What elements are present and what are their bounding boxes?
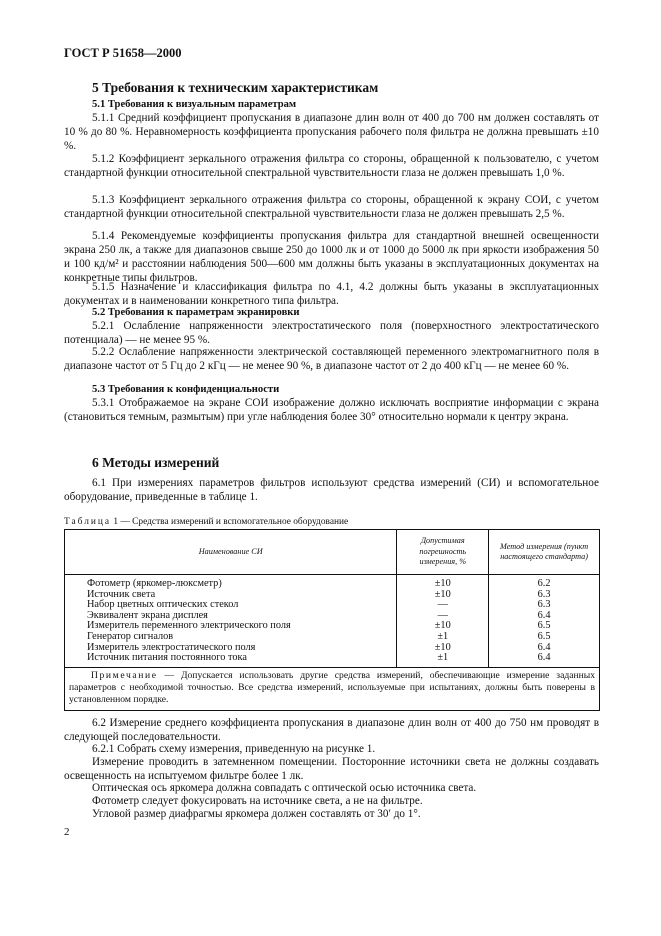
section-5-title: 5 Требования к техническим характеристикам xyxy=(92,80,379,95)
table-note xyxy=(65,667,600,710)
section-6-title: 6 Методы измерений xyxy=(92,455,220,470)
header-measurement-method: Метод измерения (пункт настоящего стандарта) xyxy=(489,530,600,575)
table-row xyxy=(65,632,600,643)
clause-6-2-1-focus: Фотометр следует фокусировать на источнике света, а не на фильтре. xyxy=(92,795,423,807)
instrument-error: — xyxy=(397,600,489,611)
instrument-name: Измеритель электростатического поля xyxy=(65,643,397,654)
standard-id: ГОСТ Р 51658—2000 xyxy=(64,46,182,60)
table-caption-word: Таблица xyxy=(64,517,112,527)
instrument-method: 6.3 xyxy=(489,590,600,601)
instrument-name: Источник света xyxy=(65,590,397,601)
clause-5-1-3: 5.1.3 Коэффициент зеркального отражения фильтра со стороны, обращенной к экрану СОИ, с учетом стандартной функции относительной спектральной чувствительности глаза не должен превышать 2,5 %. xyxy=(64,194,599,220)
clause-6-2: 6.2 Измерение среднего коэффициента пропускания в диапазоне длин волн от 400 до 750 нм проводят в следующей последовательности. xyxy=(64,717,599,743)
clause-5-1-2: 5.1.2 Коэффициент зеркального отражения фильтра со стороны, обращенной к пользователю, с учетом стандартной функции относительной спектральной чувствительности глаза не должен превышать 1,0 %. xyxy=(64,153,599,179)
subsection-5-2-title: 5.2 Требования к параметрам экранировки xyxy=(92,307,300,318)
table-row xyxy=(65,575,600,590)
header-permissible-error: Допустимая погрешность измерения, % xyxy=(397,530,489,575)
table-note-text: — Допускается использовать другие средства измерений, обеспечивающие измерение заданных параметров с необходимой точностью. Все средства измерений, используемые при испытаниях, должны быть поверены в установленном порядке. xyxy=(69,669,595,705)
subsection-5-3-title: 5.3 Требования к конфиденциальности xyxy=(92,384,280,395)
instrument-method: 6.4 xyxy=(489,653,600,667)
instrument-error: ±10 xyxy=(397,575,489,590)
clause-5-1-4: 5.1.4 Рекомендуемые коэффициенты пропускания фильтра для стандартной внешней освещенности экрана 250 лк, а также для диапазонов свыше 250 до 1000 лк и от 1000 до 5000 лк при яркости изображения 50 и 100 кд/м² и расстоянии наблюдения 500—600 мм должны быть указаны в эксплуатационных документах на конкретные типы фильтров. xyxy=(64,230,599,284)
clause-6-2-1-darkroom: Измерение проводить в затемненном помещении. Посторонние источники света не должны создавать освещенность на испытуемом фильтре более 1 лк. xyxy=(64,756,599,782)
clause-6-2-1-aperture: Угловой размер диафрагмы яркомера должен составлять от 30′ до 1°. xyxy=(92,808,421,820)
instrument-method: 6.5 xyxy=(489,621,600,632)
instrument-method: 6.3 xyxy=(489,600,600,611)
instrument-name: Эквивалент экрана дисплея xyxy=(65,611,397,622)
clause-5-2-1: 5.2.1 Ослабление напряженности электростатического поля (поверхностного электростатического потенциала) — не менее 95 %. xyxy=(64,320,599,346)
instrument-error: — xyxy=(397,611,489,622)
clause-5-1-5: 5.1.5 Назначение и классификация фильтра по 4.1, 4.2 должны быть указаны в эксплуатационных документах и в наименовании конкретного типа фильтра. xyxy=(64,281,599,307)
table-row xyxy=(65,653,600,667)
clause-6-2-1-optical-axis: Оптическая ось яркомера должна совпадать с оптической осью источника света. xyxy=(92,782,477,794)
instrument-error: ±10 xyxy=(397,590,489,601)
table-note-row xyxy=(65,667,600,710)
table-caption xyxy=(64,517,348,527)
instrument-error: ±10 xyxy=(397,643,489,654)
instrument-method: 6.2 xyxy=(489,575,600,590)
subsection-5-1-title: 5.1 Требования к визуальным параметрам xyxy=(92,99,297,110)
instrument-error: ±10 xyxy=(397,621,489,632)
clause-5-2-2: 5.2.2 Ослабление напряженности электрической составляющей переменного электромагнитного поля в диапазоне частот от 5 Гц до 2 кГц — не менее 90 %, в диапазоне частот от 2 до 400 кГц — не менее 60 %. xyxy=(64,346,599,372)
instrument-name: Измеритель переменного электрического поля xyxy=(65,621,397,632)
instrument-name: Набор цветных оптических стекол xyxy=(65,600,397,611)
clause-5-3-1: 5.3.1 Отображаемое на экране СОИ изображение должно исключать восприятие информации с экрана (становиться темным, размытым) при угле наблюдения более 30° относительно нормали к центру экрана. xyxy=(64,397,599,423)
instrument-name: Генератор сигналов xyxy=(65,632,397,643)
clause-6-1: 6.1 При измерениях параметров фильтров используют средства измерений (СИ) и вспомогательное оборудование, приведенные в таблице 1. xyxy=(64,477,599,503)
page-number: 2 xyxy=(64,826,70,838)
instrument-error: ±1 xyxy=(397,653,489,667)
measurement-instruments-table xyxy=(64,529,600,711)
header-instrument-name: Наименование СИ xyxy=(65,530,397,575)
instrument-method: 6.4 xyxy=(489,643,600,654)
instrument-method: 6.4 xyxy=(489,611,600,622)
table-note-word: Примечание xyxy=(91,669,158,681)
instrument-name: Источник питания постоянного тока xyxy=(65,653,397,667)
instrument-error: ±1 xyxy=(397,632,489,643)
instrument-name: Фотометр (яркомер-люксметр) xyxy=(65,575,397,590)
clause-6-2-1: 6.2.1 Собрать схему измерения, приведенную на рисунке 1. xyxy=(92,743,376,755)
instrument-method: 6.5 xyxy=(489,632,600,643)
clause-5-1-1: 5.1.1 Средний коэффициент пропускания в диапазоне длин волн от 400 до 700 нм должен составлять от 10 % до 80 %. Неравномерность коэффициента пропускания рабочего поля фильтра не должна превышать ±10 %. xyxy=(64,112,599,152)
table-caption-text: 1 — Средства измерений и вспомогательное оборудование xyxy=(113,517,349,527)
